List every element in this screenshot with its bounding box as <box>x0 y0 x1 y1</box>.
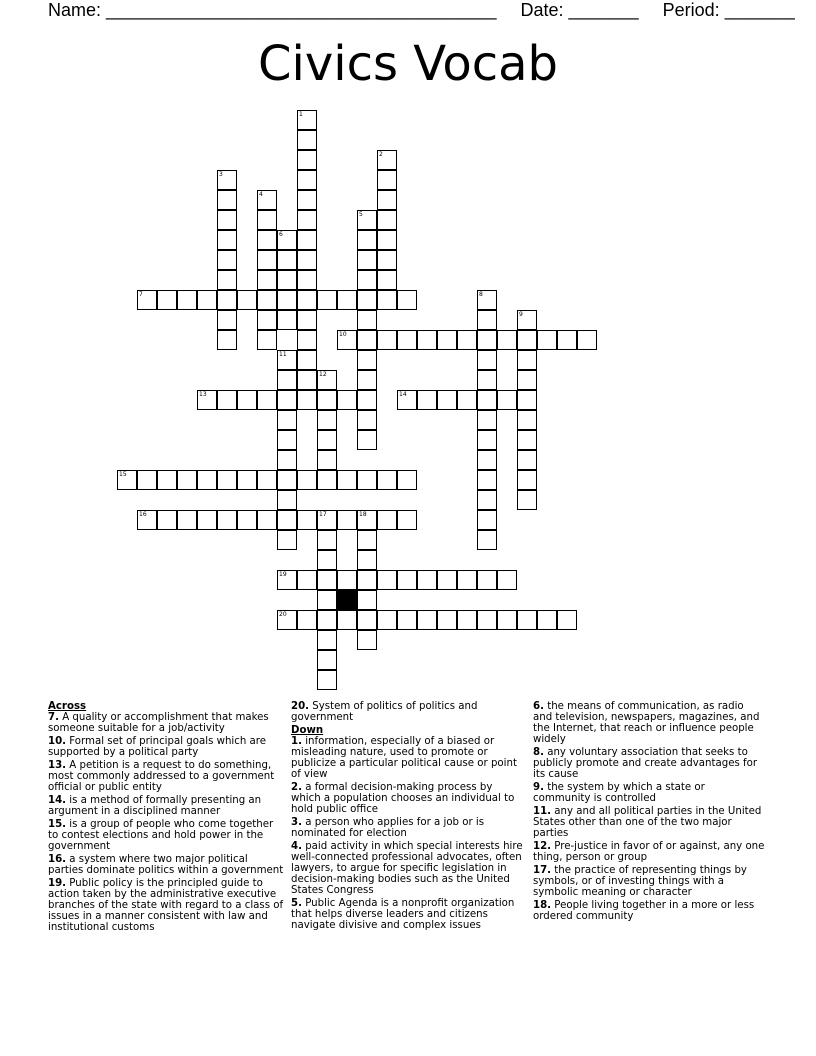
crossword-cell[interactable] <box>297 170 317 190</box>
crossword-cell[interactable] <box>317 510 337 530</box>
crossword-cell[interactable] <box>377 290 397 310</box>
crossword-cell[interactable] <box>357 270 377 290</box>
crossword-cell[interactable] <box>237 290 257 310</box>
crossword-cell[interactable] <box>317 410 337 430</box>
crossword-cell[interactable] <box>277 370 297 390</box>
crossword-cell[interactable] <box>377 570 397 590</box>
period-blank[interactable]: _______ <box>724 0 795 20</box>
clue-number-label: 3. <box>291 817 302 828</box>
crossword-cell[interactable] <box>217 210 237 230</box>
clue-number-label: 8. <box>533 747 544 758</box>
crossword-cell[interactable] <box>297 150 317 170</box>
crossword-cell[interactable] <box>417 390 437 410</box>
clue-number: 12 <box>319 371 327 378</box>
crossword-cell[interactable] <box>477 490 497 510</box>
crossword-cell[interactable] <box>357 550 377 570</box>
crossword-cell[interactable] <box>217 250 237 270</box>
crossword-cell[interactable] <box>197 290 217 310</box>
clue-number: 4 <box>259 191 263 198</box>
crossword-cell[interactable] <box>357 290 377 310</box>
down-clue <box>291 782 525 815</box>
clue-number-label: 18. <box>533 900 552 911</box>
crossword-cell[interactable] <box>477 450 497 470</box>
clue-text: A petition is a request to do something, most commonly addressed to a government official or public entity <box>48 760 275 793</box>
crossword-cell[interactable] <box>437 570 457 590</box>
crossword-cell[interactable] <box>137 290 157 310</box>
crossword-cell[interactable] <box>477 290 497 310</box>
clue-number-label: 19. <box>48 878 67 889</box>
crossword-cell[interactable] <box>237 470 257 490</box>
crossword-cell[interactable] <box>477 350 497 370</box>
across-clue <box>48 712 284 734</box>
crossword-cell[interactable] <box>157 510 177 530</box>
date-blank[interactable]: _______ <box>568 0 639 20</box>
crossword-cell[interactable] <box>117 470 137 490</box>
crossword-cell[interactable] <box>397 390 417 410</box>
down-clue <box>533 701 765 745</box>
down-clue <box>533 841 765 863</box>
clue-text: the means of communication, as radio and television, newspapers, magazines, and the Internet, that reach or influence people widely <box>533 701 760 745</box>
clue-number: 17 <box>319 511 327 518</box>
clue-number: 3 <box>219 171 223 178</box>
crossword-cell[interactable] <box>357 370 377 390</box>
crossword-cell[interactable] <box>497 610 517 630</box>
down-clue <box>533 747 765 780</box>
crossword-cell[interactable] <box>257 510 277 530</box>
crossword-cell[interactable] <box>337 510 357 530</box>
crossword-cell[interactable] <box>317 390 337 410</box>
clue-number-label: 6. <box>533 701 544 712</box>
crossword-cell[interactable] <box>477 370 497 390</box>
crossword-cell[interactable] <box>377 210 397 230</box>
clue-number-label: 10. <box>48 736 67 747</box>
crossword-cell[interactable] <box>197 470 217 490</box>
clue-number-label: 16. <box>48 854 67 865</box>
crossword-cell[interactable] <box>397 290 417 310</box>
clue-text: the practice of representing things by symbols, or of investing things with a symbolic meaning or character <box>533 865 747 898</box>
crossword-cell[interactable] <box>277 270 297 290</box>
crossword-cell[interactable] <box>497 330 517 350</box>
crossword-cell[interactable] <box>357 390 377 410</box>
clue-number: 18 <box>359 511 367 518</box>
crossword-cell[interactable] <box>337 610 357 630</box>
clue-number: 19 <box>279 571 287 578</box>
crossword-cell[interactable] <box>357 510 377 530</box>
clue-text: Formal set of principal goals which are supported by a political party <box>48 736 267 758</box>
crossword-cell[interactable] <box>517 370 537 390</box>
crossword-cell[interactable] <box>517 310 537 330</box>
crossword-cell[interactable] <box>357 250 377 270</box>
down-clue <box>291 817 525 839</box>
crossword-cell[interactable] <box>237 390 257 410</box>
clue-number-label: 13. <box>48 760 67 771</box>
crossword-cell[interactable] <box>517 490 537 510</box>
clue-number-label: 9. <box>533 782 544 793</box>
down-clue <box>291 898 525 931</box>
crossword-cell[interactable] <box>377 250 397 270</box>
clue-text: a person who applies for a job or is nominated for election <box>291 817 485 839</box>
crossword-cell[interactable] <box>277 510 297 530</box>
crossword-cell[interactable] <box>317 530 337 550</box>
clue-number-label: 5. <box>291 898 302 909</box>
clue-number: 20 <box>279 611 287 618</box>
crossword-cell[interactable] <box>477 330 497 350</box>
crossword-cell[interactable] <box>397 610 417 630</box>
clue-number: 5 <box>359 211 363 218</box>
crossword-cell[interactable] <box>377 230 397 250</box>
crossword-cell[interactable] <box>277 350 297 370</box>
down-clue <box>533 806 765 839</box>
crossword-cell[interactable] <box>297 330 317 350</box>
across-clue <box>48 878 284 933</box>
crossword-cell[interactable] <box>517 450 537 470</box>
name-label: Name: <box>48 0 102 20</box>
clue-number: 1 <box>299 111 303 118</box>
crossword-cell[interactable] <box>317 470 337 490</box>
clue-column-1 <box>48 701 284 935</box>
down-heading: Down <box>291 725 324 736</box>
crossword-cell[interactable] <box>317 650 337 670</box>
crossword-cell[interactable] <box>317 370 337 390</box>
crossword-cell[interactable] <box>297 470 317 490</box>
crossword-cell[interactable] <box>217 270 237 290</box>
clue-text: is a group of people who come together to contest elections and hold power in the government <box>48 819 274 852</box>
crossword-cell[interactable] <box>277 610 297 630</box>
crossword-cell[interactable] <box>277 430 297 450</box>
crossword-cell[interactable] <box>477 390 497 410</box>
crossword-cell[interactable] <box>297 390 317 410</box>
crossword-cell[interactable] <box>137 470 157 490</box>
across-clue <box>48 795 284 817</box>
clue-number: 2 <box>379 151 383 158</box>
crossword-cell[interactable] <box>497 390 517 410</box>
clue-number-label: 11. <box>533 806 552 817</box>
crossword-cell[interactable] <box>337 470 357 490</box>
crossword-cell[interactable] <box>257 190 277 210</box>
crossword-cell[interactable] <box>517 410 537 430</box>
crossword-cell[interactable] <box>357 610 377 630</box>
crossword-cell[interactable] <box>277 310 297 330</box>
crossword-cell[interactable] <box>257 210 277 230</box>
clue-text: System of politics of politics and government <box>291 701 478 723</box>
clue-number-label: 17. <box>533 865 552 876</box>
name-blank[interactable]: _______________________________________ <box>106 0 497 20</box>
crossword-cell[interactable] <box>357 590 377 610</box>
crossword-cell[interactable] <box>277 450 297 470</box>
crossword-cell[interactable] <box>317 550 337 570</box>
crossword-cell[interactable] <box>377 470 397 490</box>
crossword-cell[interactable] <box>397 570 417 590</box>
crossword-cell[interactable] <box>517 610 537 630</box>
clue-number-label: 1. <box>291 736 302 747</box>
crossword-cell[interactable] <box>437 610 457 630</box>
clue-column-3 <box>533 701 765 924</box>
clue-number: 15 <box>119 471 127 478</box>
crossword-cell[interactable] <box>557 330 577 350</box>
crossword-cell[interactable] <box>357 230 377 250</box>
crossword-cell[interactable] <box>397 510 417 530</box>
clue-number: 7 <box>139 291 143 298</box>
crossword-cell[interactable] <box>517 350 537 370</box>
crossword-cell[interactable] <box>297 610 317 630</box>
crossword-cell[interactable] <box>277 390 297 410</box>
crossword-cell[interactable] <box>177 470 197 490</box>
crossword-cell[interactable] <box>357 470 377 490</box>
crossword-cell[interactable] <box>237 510 257 530</box>
clue-number: 11 <box>279 351 287 358</box>
across-clue <box>48 854 284 876</box>
crossword-cell[interactable] <box>357 310 377 330</box>
date-label: Date: <box>520 0 564 20</box>
crossword-cell[interactable] <box>377 510 397 530</box>
crossword-cell[interactable] <box>517 430 537 450</box>
crossword-cell[interactable] <box>357 630 377 650</box>
crossword-cell[interactable] <box>177 290 197 310</box>
crossword-cell[interactable] <box>257 250 277 270</box>
crossword-cell[interactable] <box>297 370 317 390</box>
crossword-cell[interactable] <box>337 330 357 350</box>
across-clue <box>291 701 525 723</box>
clue-number: 9 <box>519 311 523 318</box>
crossword-cell[interactable] <box>377 610 397 630</box>
crossword-cell[interactable] <box>197 510 217 530</box>
crossword-cell[interactable] <box>517 390 537 410</box>
crossword-cell[interactable] <box>337 390 357 410</box>
crossword-cell[interactable] <box>417 570 437 590</box>
crossword-cell[interactable] <box>217 290 237 310</box>
crossword-cell[interactable] <box>317 430 337 450</box>
crossword-cell[interactable] <box>217 190 237 210</box>
crossword-cell[interactable] <box>457 570 477 590</box>
clue-number-label: 14. <box>48 795 67 806</box>
crossword-cell[interactable] <box>357 570 377 590</box>
clue-number-label: 15. <box>48 819 67 830</box>
crossword-cell[interactable] <box>137 510 157 530</box>
crossword-cell[interactable] <box>457 390 477 410</box>
crossword-cell[interactable] <box>217 310 237 330</box>
crossword-cell[interactable] <box>157 470 177 490</box>
crossword-cell[interactable] <box>297 350 317 370</box>
crossword-cell[interactable] <box>297 570 317 590</box>
across-heading: Across <box>48 701 87 712</box>
crossword-cell[interactable] <box>297 290 317 310</box>
crossword-cell[interactable] <box>277 470 297 490</box>
clue-text: information, especially of a biased or misleading nature, used to promote or publicize a particular political cause or point of view <box>291 736 517 780</box>
crossword-cell[interactable] <box>477 470 497 490</box>
crossword-cell[interactable] <box>357 410 377 430</box>
across-clue <box>48 819 284 852</box>
crossword-cell[interactable] <box>357 430 377 450</box>
crossword-cell[interactable] <box>477 310 497 330</box>
across-clue <box>48 760 284 793</box>
clue-number-label: 12. <box>533 841 552 852</box>
crossword-cell[interactable] <box>357 210 377 230</box>
clue-text: is a method of formally presenting an argument in a disciplined manner <box>48 795 262 817</box>
crossword-cell[interactable] <box>517 330 537 350</box>
clue-number-label: 7. <box>48 712 59 723</box>
crossword-cell[interactable] <box>297 130 317 150</box>
crossword-cell[interactable] <box>577 330 597 350</box>
clue-text: any voluntary association that seeks to publicly promote and create advantages for its cause <box>533 747 758 780</box>
crossword-cell[interactable] <box>297 210 317 230</box>
crossword-cell[interactable] <box>537 330 557 350</box>
crossword-cell[interactable] <box>377 270 397 290</box>
period-label: Period: <box>662 0 720 20</box>
crossword-cell[interactable] <box>557 610 577 630</box>
crossword-cell[interactable] <box>317 570 337 590</box>
crossword-cell[interactable] <box>297 230 317 250</box>
crossword-cell[interactable] <box>377 150 397 170</box>
crossword-cell[interactable] <box>257 310 277 330</box>
crossword-cell[interactable] <box>437 390 457 410</box>
clue-number: 13 <box>199 391 207 398</box>
crossword-cell[interactable] <box>157 290 177 310</box>
crossword-cell[interactable] <box>217 330 237 350</box>
clue-text: paid activity in which special interests hire well-connected professional advocates, often lawyers, to argue for specific legislation in decision-making bodies such as the United States Congress <box>291 841 523 896</box>
crossword-cell[interactable] <box>357 530 377 550</box>
crossword-cell[interactable] <box>377 330 397 350</box>
crossword-cell[interactable] <box>257 330 277 350</box>
clue-column-2 <box>291 701 525 933</box>
crossword-cell[interactable] <box>417 610 437 630</box>
crossword-cell[interactable] <box>477 610 497 630</box>
crossword-cell[interactable] <box>457 610 477 630</box>
clue-text: People living together in a more or less ordered community <box>533 900 755 922</box>
crossword-cell[interactable] <box>277 290 297 310</box>
crossword-cell[interactable] <box>317 450 337 470</box>
clue-text: a system where two major political parties dominate politics within a government <box>48 854 284 876</box>
clue-number: 6 <box>279 231 283 238</box>
clue-text: the system by which a state or community is controlled <box>533 782 705 804</box>
down-clue <box>533 900 765 922</box>
clue-text: Public Agenda is a nonprofit organization that helps diverse leaders and citizens navigate divisive and complex issues <box>291 898 515 931</box>
crossword-cell[interactable] <box>317 610 337 630</box>
crossword-cell[interactable] <box>277 570 297 590</box>
crossword-cell[interactable] <box>257 230 277 250</box>
crossword-cell[interactable] <box>497 570 517 590</box>
clue-number-label: 4. <box>291 841 302 852</box>
crossword-cell[interactable] <box>417 330 437 350</box>
crossword-cell[interactable] <box>537 610 557 630</box>
clue-number: 8 <box>479 291 483 298</box>
crossword-cell[interactable] <box>257 470 277 490</box>
crossword-cell[interactable] <box>257 290 277 310</box>
crossword-cell[interactable] <box>397 330 417 350</box>
clue-number-label: 20. <box>291 701 310 712</box>
crossword-cell[interactable] <box>357 330 377 350</box>
crossword-cell[interactable] <box>357 350 377 370</box>
crossword-cell[interactable] <box>297 310 317 330</box>
crossword-cell[interactable] <box>477 410 497 430</box>
crossword-cell[interactable] <box>317 590 337 610</box>
crossword-cell[interactable] <box>277 490 297 510</box>
crossword-cell[interactable] <box>197 390 217 410</box>
crossword-cell[interactable] <box>277 410 297 430</box>
crossword-cell[interactable] <box>377 190 397 210</box>
crossword-cell[interactable] <box>317 630 337 650</box>
crossword-cell[interactable] <box>217 170 237 190</box>
clue-text: Public policy is the principled guide to action taken by the administrative executive branches of the state with regard to a class of issues in a manner consistent with law and institutional customs <box>48 878 284 933</box>
crossword-cell[interactable] <box>277 230 297 250</box>
down-clue <box>291 736 525 780</box>
crossword-cell[interactable] <box>297 510 317 530</box>
clue-number: 10 <box>339 331 347 338</box>
crossword-cell[interactable] <box>477 570 497 590</box>
crossword-cell[interactable] <box>277 530 297 550</box>
clue-text: a formal decision-making process by which a population chooses an individual to hold public office <box>291 782 515 815</box>
crossword-cell[interactable] <box>317 290 337 310</box>
crossword-cell[interactable] <box>317 670 337 690</box>
crossword-cell[interactable] <box>297 250 317 270</box>
down-clue <box>291 841 525 896</box>
page-title: Civics Vocab <box>258 36 558 92</box>
down-clue <box>533 865 765 898</box>
crossword-cell[interactable] <box>217 390 237 410</box>
crossword-cell[interactable] <box>397 470 417 490</box>
crossword-cell[interactable] <box>297 110 317 130</box>
crossword-cell[interactable] <box>217 470 237 490</box>
clue-number: 16 <box>139 511 147 518</box>
crossword-cell[interactable] <box>277 250 297 270</box>
crossword-cell[interactable] <box>217 230 237 250</box>
crossword-cell[interactable] <box>337 290 357 310</box>
crossword-cell[interactable] <box>477 510 497 530</box>
crossword-cell[interactable] <box>257 390 277 410</box>
crossword-cell[interactable] <box>257 270 277 290</box>
down-clue <box>533 782 765 804</box>
clue-text: any and all political parties in the United States other than one of the two major parties <box>533 806 762 839</box>
crossword-cell[interactable] <box>377 170 397 190</box>
crossword-cell[interactable] <box>297 270 317 290</box>
clue-text: Pre-justice in favor of or against, any one thing, person or group <box>533 841 765 863</box>
crossword-cell[interactable] <box>297 190 317 210</box>
crossword-cell[interactable] <box>337 570 357 590</box>
crossword-cell[interactable] <box>177 510 197 530</box>
across-clue <box>48 736 284 758</box>
clue-text: A quality or accomplishment that makes someone suitable for a job/activity <box>48 712 269 734</box>
clue-number-label: 2. <box>291 782 302 793</box>
crossword-cell[interactable] <box>217 510 237 530</box>
crossword-cell[interactable] <box>517 470 537 490</box>
crossword-cell[interactable] <box>477 530 497 550</box>
crossword-cell[interactable] <box>437 330 457 350</box>
crossword-cell[interactable] <box>477 430 497 450</box>
crossword-block <box>337 590 357 610</box>
clue-number: 14 <box>399 391 407 398</box>
crossword-cell[interactable] <box>457 330 477 350</box>
